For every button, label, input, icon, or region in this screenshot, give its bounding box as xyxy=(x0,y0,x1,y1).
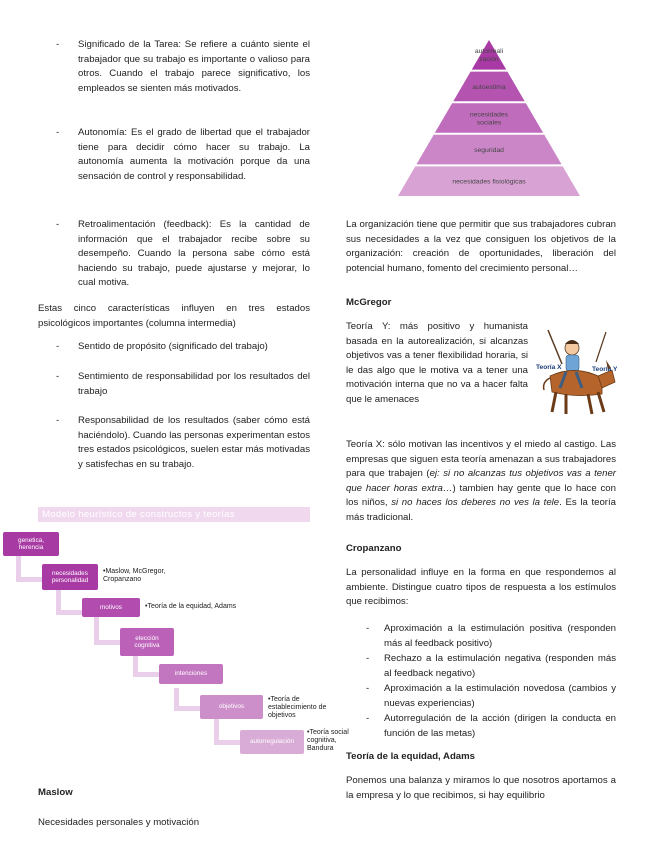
bullet-dash: - xyxy=(56,371,60,382)
model-note-objetivos: •Teoría de establecimiento de objetivos xyxy=(268,696,327,720)
model-box-genetica: genetica, herencia xyxy=(3,532,59,556)
model-note-bandura: •Teoría social cognitiva, Bandura xyxy=(307,729,349,753)
pyramid-svg xyxy=(398,40,580,196)
pyramid-tier-label: necesidades fisiológicas xyxy=(452,178,526,186)
bullet-text: Sentido de propósito (significado del trabajo) xyxy=(78,341,268,352)
cropanzano-bullet xyxy=(346,622,616,652)
model-note-equidad: •Teoría de la equidad, Adams xyxy=(145,603,237,610)
model-connector xyxy=(174,688,203,711)
cropanzano-bullet xyxy=(346,652,616,682)
bullet-dash: - xyxy=(366,683,370,694)
model-note-maslow: •Maslow, McGregor, Cropanzano xyxy=(103,568,166,584)
bullet-dash: - xyxy=(56,415,60,426)
bullet-text: Rechazo a la estimulación negativa (responden más al feedback negativo) xyxy=(384,653,616,679)
bullet-dash: - xyxy=(366,713,370,724)
bullet-purpose xyxy=(38,340,310,370)
pyramid-tier-label: seguridad xyxy=(474,147,504,154)
mcgregor-heading: McGregor xyxy=(346,297,392,308)
model-connector xyxy=(133,656,162,677)
maslow-heading: Maslow xyxy=(38,787,73,798)
bullet-text: Autorregulación de la acción (dirigen la conducta en función de las metas) xyxy=(384,713,616,739)
model-box-autorregulacion: autorregulación xyxy=(240,730,304,754)
bullet-text: Es la cantidad de información que el trabajador recibe sobre su desempeño. Cuando la persona sabe cómo está haciendo su trabajo, puede ajustarse y mejorar, lo cual motiva. xyxy=(78,219,310,289)
theory-x-text: ) tambien hay gente que lo hace con los niños, xyxy=(346,482,616,509)
bullet-results xyxy=(38,414,310,472)
model-box-necesidades: necesidades personalidad xyxy=(42,564,98,590)
model-connector xyxy=(56,590,85,615)
intro-paragraph: Estas cinco características influyen en tres estados psicológicos importantes (columna intermedia) xyxy=(38,303,310,329)
right-column xyxy=(346,218,616,803)
pyramid-tier-label: zación xyxy=(479,56,499,64)
bullet-dash: - xyxy=(56,39,60,50)
theory-x-paragraph xyxy=(346,438,616,542)
adams-paragraph: Ponemos una balanza y miramos lo que nosotros aportamos a la empresa y lo que recibimos, si hay equilibrio xyxy=(346,775,616,801)
cartoon-label-y: Teoría Y xyxy=(592,366,618,373)
adams-heading: Teoría de la equidad, Adams xyxy=(346,751,476,762)
cropanzano-paragraph: La personalidad influye en la forma en que respondemos al ambiente. Distingue cuatro tipos de respuesta a los estímulos que recibimos: xyxy=(346,567,616,608)
bullet-text: Es el grado de libertad que el trabajador tiene para decidir cómo hacer su trabajo. La autonomía aumenta la motivación porque da una sensación de control y responsabilidad. xyxy=(78,127,310,182)
pyramid-tier-label: autorreali xyxy=(474,48,504,56)
left-column xyxy=(38,38,310,472)
org-paragraph: La organización tiene que permitir que sus trabajadores cubran sus necesidades a la vez que consiguen los objetivos de la organización: creación de oportunidades, liberación del potencial humano, fomento del crecimiento personal… xyxy=(346,219,616,274)
donkey-illustration xyxy=(536,326,618,420)
bullet-text: Responsabilidad de los resultados (saber cómo está haciéndolo). Cuando las personas experimentan estos tres estados psicológicos, suelen estar más motivadas y satisfechas en su trabajo. xyxy=(78,415,310,470)
model-connector xyxy=(214,718,243,745)
theory-x-text: . Es la teoría más tradicional. xyxy=(346,497,616,523)
theory-x-example: si no haces los deberes no ves la tele xyxy=(391,497,560,509)
bullet-title: Significado de la Tarea: xyxy=(78,39,181,50)
bullet-responsibility xyxy=(38,370,310,414)
bullet-dash: - xyxy=(56,127,60,138)
cartoon-label-x: Teoría X xyxy=(536,364,562,371)
bullet-dash: - xyxy=(56,219,60,230)
bullet-text: Aproximación a la estimulación novedosa (cambios y nuevas experiencias) xyxy=(384,683,616,709)
theory-x-text: Teoría X: sólo motivan las incentivos y el miedo al castigo. Las empresas que siguen esta teoría amenazan a sus trabajadores para que trabajen ( xyxy=(346,439,616,480)
model-box-intenciones: intenciones xyxy=(159,664,223,684)
donkey-cartoon-image xyxy=(536,326,618,420)
bullet-text: Aproximación a la estimulación positiva (responden más al feedback positivo) xyxy=(384,623,616,649)
theory-x-example: ej: si no alcanzas tus objetivos vas a tener que hacer horas extra… xyxy=(346,468,617,494)
pyramid-tier-label: necesidades xyxy=(469,111,509,119)
model-connector xyxy=(16,554,45,582)
bullet-dash: - xyxy=(366,653,370,664)
cropanzano-bullet xyxy=(346,682,616,712)
bullet-feedback xyxy=(38,218,310,302)
pyramid-tier-label: autoestima xyxy=(472,83,506,91)
maslow-text: Necesidades personales y motivación xyxy=(38,817,200,828)
maslow-pyramid xyxy=(398,40,580,196)
cropanzano-bullet xyxy=(346,712,616,750)
bullet-dash: - xyxy=(56,341,60,352)
bullet-dash: - xyxy=(366,623,370,634)
model-title: Modelo heurístico de constructos y teorías xyxy=(38,507,310,522)
bullet-text: Se refiere a cuánto siente el trabajador que su trabajo es importante o valioso para otros. Cuando el trabajo parece significativo, los empleados se sienten más motivados. xyxy=(78,39,310,94)
theory-y-paragraph: Teoría Y: más positivo y humanista basada en la autorealización, si alcanzas objetivos vas a tener flexibilidad horaria, si le das algo que le motiva va a tener una motivación interna que no va a hacer falta que le amenaces xyxy=(346,321,528,405)
bullet-title: Retroalimentación (feedback): xyxy=(78,219,212,230)
cropanzano-heading: Cropanzano xyxy=(346,543,402,554)
model-box-eleccion: elección cognitiva xyxy=(120,628,174,656)
model-connector xyxy=(94,615,123,645)
maslow-section xyxy=(38,786,310,831)
model-box-objetivos: objetivos xyxy=(200,695,263,719)
bullet-autonomy xyxy=(38,126,310,218)
model-box-motivos: motivos xyxy=(82,598,140,617)
pyramid-tier-label: sociales xyxy=(476,119,502,127)
bullet-title: Autonomía: xyxy=(78,127,128,138)
bullet-task-significance xyxy=(38,38,310,126)
bullet-text: Sentimiento de responsabilidad por los resultados del trabajo xyxy=(78,371,310,397)
